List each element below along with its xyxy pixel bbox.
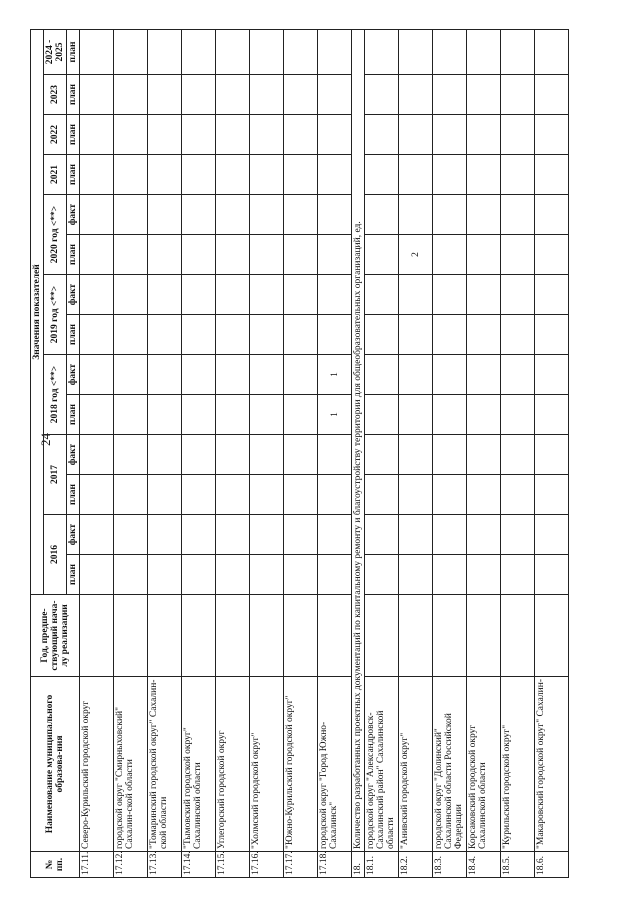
value-cell: [365, 115, 399, 155]
table-row: [501, 29, 535, 877]
row-base-year: [216, 595, 250, 677]
table-row: [284, 29, 318, 877]
table-row: [352, 29, 365, 877]
value-cell: [399, 29, 433, 74]
value-cell: [80, 29, 114, 74]
value-cell: [433, 275, 467, 315]
value-cell: [284, 155, 318, 195]
indicators-table: [30, 29, 569, 878]
value-cell: [284, 355, 318, 395]
value-cell: [148, 355, 182, 395]
value-cell: [250, 315, 284, 355]
value-cell: [535, 355, 569, 395]
value-cell: [114, 235, 148, 275]
row-number: 17.14.: [182, 852, 216, 878]
value-cell: [535, 75, 569, 115]
header-year-2: 2018 год <**>: [44, 355, 67, 435]
row-number: 17.11.: [80, 852, 114, 878]
value-cell: [114, 475, 148, 515]
row-number: 17.17.: [284, 852, 318, 878]
row-base-year: [114, 595, 148, 677]
value-cell: [216, 515, 250, 555]
value-cell: [114, 29, 148, 74]
value-cell: [433, 555, 467, 595]
value-cell: [148, 395, 182, 435]
table-row: [250, 29, 284, 877]
value-cell: [501, 195, 535, 235]
value-cell: [365, 515, 399, 555]
header-fact: факт: [67, 195, 80, 235]
value-cell: [365, 235, 399, 275]
value-cell: [216, 75, 250, 115]
row-number: 17.15.: [216, 852, 250, 878]
value-cell: [284, 115, 318, 155]
value-cell: [148, 115, 182, 155]
header-plan: план: [67, 115, 80, 155]
row-name: "Томаринский городской округ" Сахалин-ской области: [148, 677, 182, 852]
value-cell: [365, 29, 399, 74]
value-cell: [501, 275, 535, 315]
value-cell: [114, 275, 148, 315]
value-cell: [501, 29, 535, 74]
value-cell: [284, 555, 318, 595]
header-year: Год, предше-ствующий нача-лу реализации: [31, 595, 80, 677]
value-cell: [467, 395, 501, 435]
row-base-year: [284, 595, 318, 677]
value-cell: [80, 555, 114, 595]
row-name: "Тымовский городской округ" Сахалинской области: [182, 677, 216, 852]
value-cell: [284, 235, 318, 275]
header-year-0: 2016: [44, 515, 67, 595]
rotated-page: [30, 30, 628, 878]
header-plan: план: [67, 475, 80, 515]
row-name: "Макаровский городской округ" Сахалин-: [535, 677, 569, 852]
value-cell: [318, 475, 352, 515]
row-base-year: [433, 595, 467, 677]
row-name: городской округ "Долинский" Сахалинской области Российской Федерации: [433, 677, 467, 852]
value-cell: [148, 75, 182, 115]
value-cell: [535, 515, 569, 555]
value-cell: [365, 315, 399, 355]
value-cell: [250, 395, 284, 435]
value-cell: [182, 195, 216, 235]
header-name: Наименование муниципального образова-ния: [31, 677, 80, 852]
row-base-year: [467, 595, 501, 677]
value-cell: [399, 75, 433, 115]
value-cell: [535, 435, 569, 475]
value-cell: [399, 355, 433, 395]
value-cell: [284, 435, 318, 475]
row-name: Северо-Курильский городской округ: [80, 677, 114, 852]
value-cell: [318, 555, 352, 595]
value-cell: [467, 29, 501, 74]
value-cell: [250, 555, 284, 595]
value-cell: [365, 275, 399, 315]
value-cell: [433, 515, 467, 555]
value-cell: [250, 275, 284, 315]
value-cell: [182, 515, 216, 555]
value-cell: [501, 315, 535, 355]
table-row: [399, 29, 433, 877]
table-row: [80, 29, 114, 877]
row-base-year: [399, 595, 433, 677]
table-row: [216, 29, 250, 877]
value-cell: [284, 195, 318, 235]
value-cell: [250, 195, 284, 235]
row-base-year: [365, 595, 399, 677]
value-cell: [284, 515, 318, 555]
row-number: 18.6.: [535, 852, 569, 878]
value-cell: [284, 475, 318, 515]
row-name: городской округ "Смирныховский" Сахалин-ской области: [114, 677, 148, 852]
value-cell: [250, 515, 284, 555]
value-cell: [399, 275, 433, 315]
value-cell: [216, 435, 250, 475]
value-cell: [501, 75, 535, 115]
value-cell: [501, 115, 535, 155]
value-cell: [182, 315, 216, 355]
value-cell: [535, 275, 569, 315]
value-cell: [284, 395, 318, 435]
value-cell: [148, 29, 182, 74]
value-cell: [433, 29, 467, 74]
value-cell: [467, 275, 501, 315]
header-plan: план: [67, 29, 80, 74]
value-cell: [250, 155, 284, 195]
value-cell: [433, 315, 467, 355]
value-cell: [250, 355, 284, 395]
value-cell: [284, 275, 318, 315]
value-cell: [114, 515, 148, 555]
value-cell: [182, 235, 216, 275]
row-base-year: [250, 595, 284, 677]
row-name: Количество разработанных проектных документаций по капитальному ремонту и благоустройству территории для общеобразовательных организаций, ед.: [352, 29, 365, 851]
header-fact: факт: [67, 515, 80, 555]
value-cell: [250, 29, 284, 74]
value-cell: 1: [318, 355, 352, 395]
value-cell: [114, 395, 148, 435]
value-cell: [80, 315, 114, 355]
value-cell: [535, 315, 569, 355]
value-cell: [148, 315, 182, 355]
value-cell: [216, 235, 250, 275]
value-cell: [80, 395, 114, 435]
value-cell: [114, 75, 148, 115]
value-cell: [365, 435, 399, 475]
value-cell: [148, 155, 182, 195]
page-number: 24: [38, 433, 53, 446]
value-cell: [501, 475, 535, 515]
value-cell: [399, 515, 433, 555]
row-name: Корсаковский городской округ Сахалинской области: [467, 677, 501, 852]
value-cell: [399, 475, 433, 515]
value-cell: [250, 435, 284, 475]
value-cell: [216, 315, 250, 355]
value-cell: [80, 355, 114, 395]
value-cell: [467, 555, 501, 595]
value-cell: [535, 195, 569, 235]
value-cell: [467, 75, 501, 115]
value-cell: [501, 155, 535, 195]
value-cell: [80, 475, 114, 515]
value-cell: [182, 275, 216, 315]
value-cell: [433, 235, 467, 275]
header-plan: план: [67, 315, 80, 355]
value-cell: [182, 475, 216, 515]
value-cell: [148, 435, 182, 475]
row-base-year: [182, 595, 216, 677]
value-cell: [216, 29, 250, 74]
value-cell: [148, 555, 182, 595]
row-base-year: [148, 595, 182, 677]
value-cell: [284, 315, 318, 355]
value-cell: [365, 195, 399, 235]
value-cell: [318, 315, 352, 355]
row-name: городской округ "Александровск-Сахалинский район" Сахалинской области: [365, 677, 399, 852]
value-cell: [148, 515, 182, 555]
table-row: [318, 29, 352, 877]
value-cell: [535, 155, 569, 195]
value-cell: [433, 395, 467, 435]
value-cell: [216, 115, 250, 155]
value-cell: [114, 115, 148, 155]
value-cell: [318, 155, 352, 195]
value-cell: [182, 75, 216, 115]
row-number: 17.12.: [114, 852, 148, 878]
value-cell: [216, 275, 250, 315]
row-base-year: [80, 595, 114, 677]
value-cell: [250, 115, 284, 155]
header-plan: план: [67, 155, 80, 195]
value-cell: [501, 395, 535, 435]
row-name: "Анивский городской округ": [399, 677, 433, 852]
value-cell: [148, 195, 182, 235]
value-cell: [535, 555, 569, 595]
value-cell: [182, 435, 216, 475]
value-cell: [365, 555, 399, 595]
row-number: 18.2.: [399, 852, 433, 878]
header-year-1: 2017: [44, 435, 67, 515]
value-cell: [433, 155, 467, 195]
value-cell: [114, 315, 148, 355]
header-year-7: 2023: [44, 75, 67, 115]
value-cell: [182, 155, 216, 195]
value-cell: [148, 275, 182, 315]
value-cell: [501, 515, 535, 555]
value-cell: [467, 475, 501, 515]
header-year-4: 2020 год <**>: [44, 195, 67, 275]
value-cell: 1: [318, 395, 352, 435]
row-base-year: [318, 595, 352, 677]
header-year-3: 2019 год <**>: [44, 275, 67, 355]
value-cell: [80, 75, 114, 115]
value-cell: [80, 195, 114, 235]
value-cell: [399, 395, 433, 435]
value-cell: [467, 155, 501, 195]
value-cell: [318, 515, 352, 555]
value-cell: [467, 355, 501, 395]
value-cell: [433, 475, 467, 515]
row-number: 18.: [352, 852, 365, 878]
value-cell: [433, 435, 467, 475]
value-cell: [318, 275, 352, 315]
table-row: [467, 29, 501, 877]
value-cell: [365, 395, 399, 435]
header-values: Значения показателей: [31, 29, 44, 594]
value-cell: [216, 155, 250, 195]
value-cell: [216, 195, 250, 235]
value-cell: [182, 115, 216, 155]
value-cell: [467, 195, 501, 235]
row-name: Углегорский городской округ: [216, 677, 250, 852]
table-row: [148, 29, 182, 877]
value-cell: [148, 475, 182, 515]
value-cell: [182, 29, 216, 74]
value-cell: [182, 355, 216, 395]
header-plan: план: [67, 235, 80, 275]
value-cell: 2: [399, 235, 433, 275]
value-cell: [467, 435, 501, 475]
value-cell: [114, 435, 148, 475]
row-base-year: [535, 595, 569, 677]
header-no: № пп.: [31, 852, 80, 878]
value-cell: [148, 235, 182, 275]
value-cell: [114, 555, 148, 595]
value-cell: [114, 155, 148, 195]
value-cell: [433, 355, 467, 395]
row-name: городской округ "Город Южно-Сахалинск": [318, 677, 352, 852]
value-cell: [365, 355, 399, 395]
value-cell: [318, 115, 352, 155]
header-year-8: 2024 - 2025: [44, 29, 67, 74]
value-cell: [250, 475, 284, 515]
header-year-6: 2022: [44, 115, 67, 155]
value-cell: [433, 75, 467, 115]
value-cell: [467, 515, 501, 555]
table-row: [365, 29, 399, 877]
value-cell: [535, 235, 569, 275]
value-cell: [501, 355, 535, 395]
value-cell: [114, 355, 148, 395]
value-cell: [365, 475, 399, 515]
table-row: [182, 29, 216, 877]
value-cell: [501, 555, 535, 595]
value-cell: [535, 29, 569, 74]
value-cell: [467, 235, 501, 275]
header-year-5: 2021: [44, 155, 67, 195]
value-cell: [399, 115, 433, 155]
value-cell: [535, 475, 569, 515]
value-cell: [114, 195, 148, 235]
value-cell: [182, 555, 216, 595]
value-cell: [80, 155, 114, 195]
table-row: [114, 29, 148, 877]
value-cell: [80, 235, 114, 275]
value-cell: [250, 75, 284, 115]
value-cell: [216, 555, 250, 595]
row-name: "Курильский городской округ": [501, 677, 535, 852]
value-cell: [365, 75, 399, 115]
row-number: 17.16.: [250, 852, 284, 878]
value-cell: [365, 155, 399, 195]
value-cell: [433, 195, 467, 235]
value-cell: [318, 195, 352, 235]
value-cell: [216, 395, 250, 435]
value-cell: [216, 355, 250, 395]
header-fact: факт: [67, 275, 80, 315]
table-row: [535, 29, 569, 877]
row-base-year: [501, 595, 535, 677]
value-cell: [399, 315, 433, 355]
row-number: 18.4.: [467, 852, 501, 878]
value-cell: [467, 315, 501, 355]
value-cell: [467, 115, 501, 155]
value-cell: [501, 435, 535, 475]
value-cell: [318, 75, 352, 115]
row-number: 18.1.: [365, 852, 399, 878]
row-number: 17.18.: [318, 852, 352, 878]
value-cell: [501, 235, 535, 275]
value-cell: [535, 115, 569, 155]
value-cell: [284, 29, 318, 74]
row-number: 18.5.: [501, 852, 535, 878]
value-cell: [318, 235, 352, 275]
header-fact: факт: [67, 355, 80, 395]
value-cell: [80, 115, 114, 155]
value-cell: [399, 155, 433, 195]
value-cell: [80, 515, 114, 555]
row-name: "Холмский городской округ": [250, 677, 284, 852]
value-cell: [80, 275, 114, 315]
row-number: 17.13.: [148, 852, 182, 878]
value-cell: [433, 115, 467, 155]
value-cell: [80, 435, 114, 475]
value-cell: [318, 435, 352, 475]
value-cell: [399, 435, 433, 475]
header-plan: план: [67, 395, 80, 435]
value-cell: [216, 475, 250, 515]
value-cell: [535, 395, 569, 435]
value-cell: [250, 235, 284, 275]
header-plan: план: [67, 75, 80, 115]
value-cell: [284, 75, 318, 115]
value-cell: [182, 395, 216, 435]
row-number: 18.3.: [433, 852, 467, 878]
table-row: [433, 29, 467, 877]
header-plan: план: [67, 555, 80, 595]
value-cell: [318, 29, 352, 74]
value-cell: [399, 555, 433, 595]
value-cell: [399, 195, 433, 235]
header-fact: факт: [67, 435, 80, 475]
row-name: "Южно-Курильский городской округ": [284, 677, 318, 852]
